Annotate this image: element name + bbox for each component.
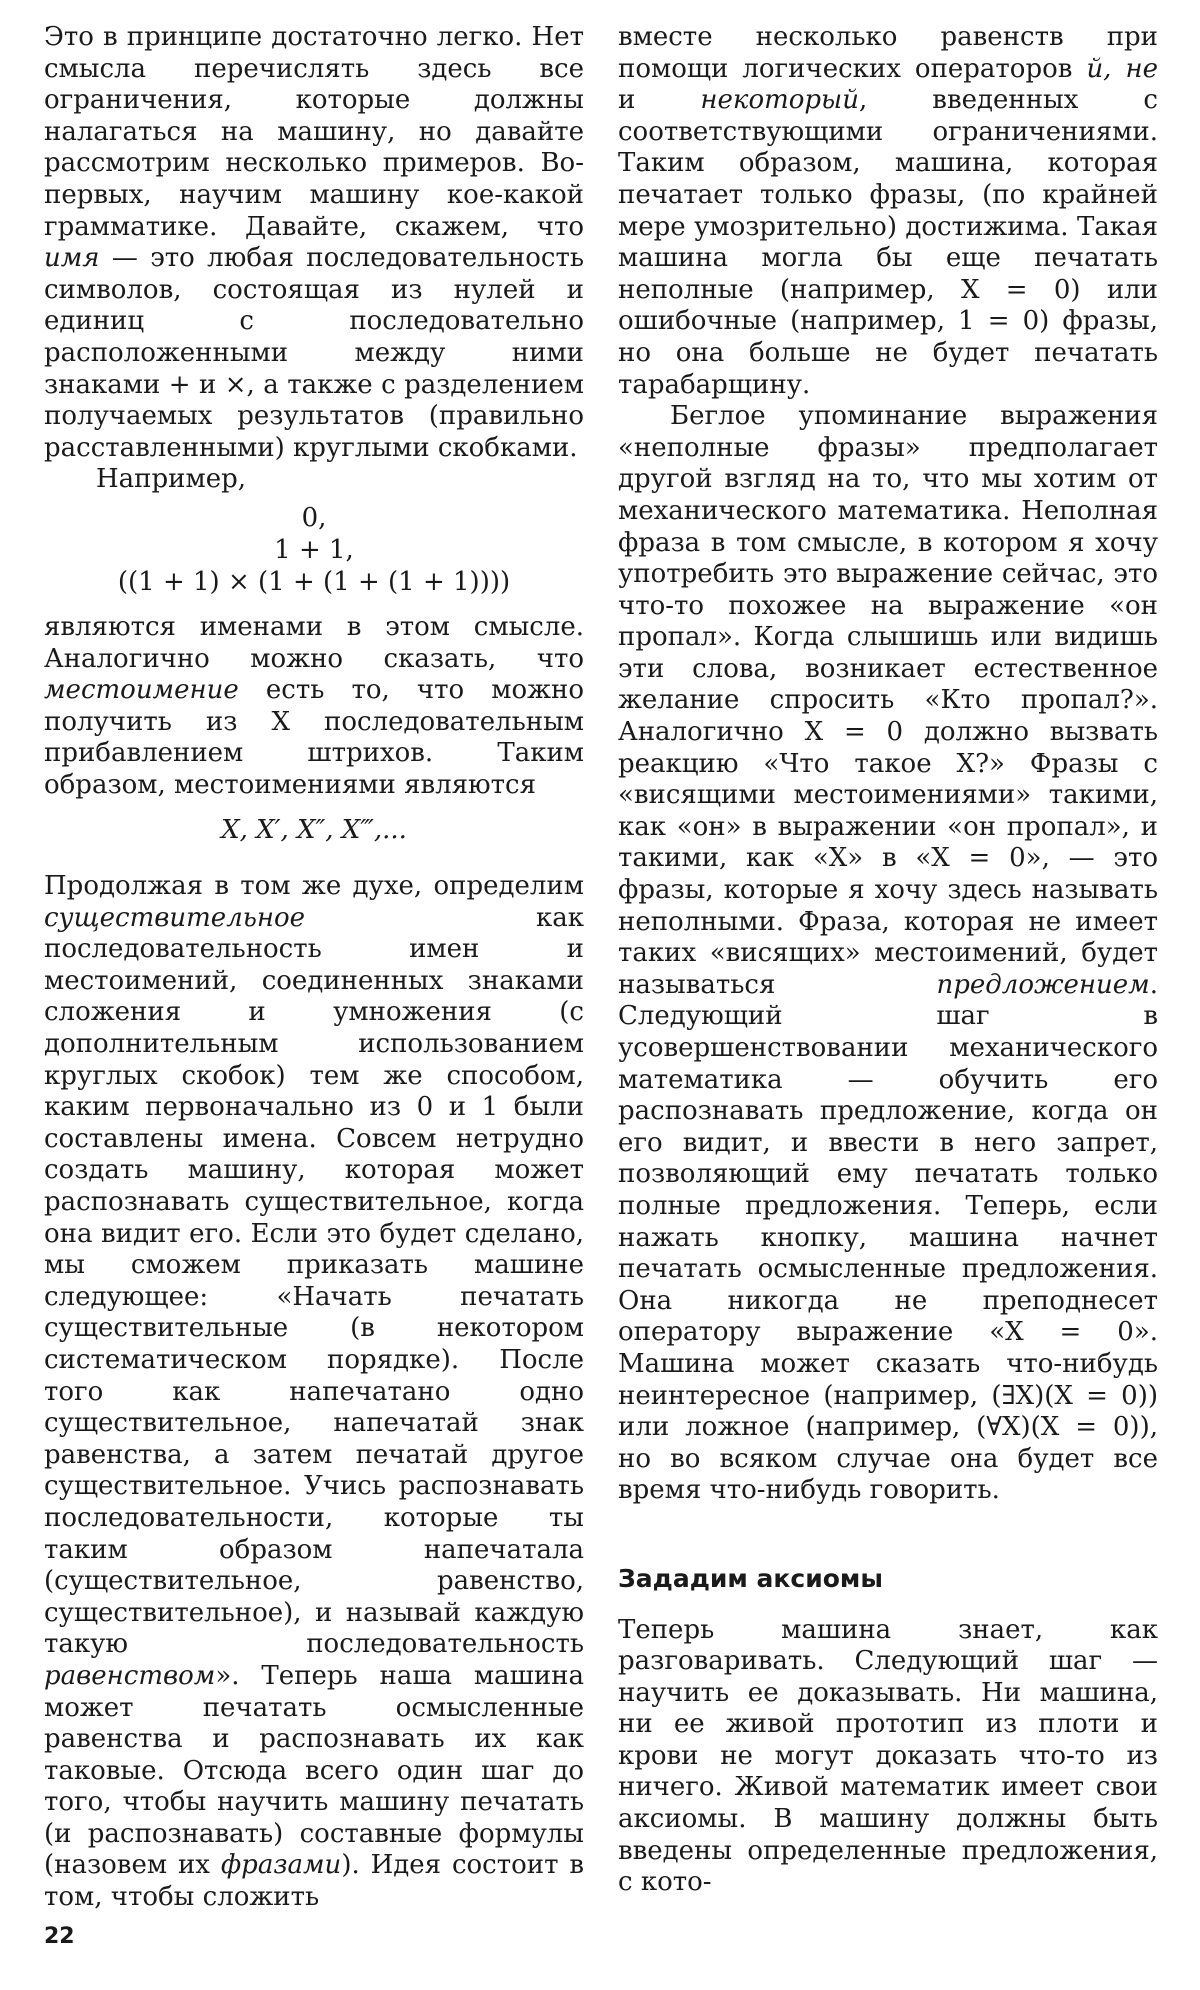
text-run: . Следующий шаг в усовершенствовании механического математика — обучить его распознавать предложение, когда он его видит, и ввести в него запрет, позволяющий ему печатать только полные предложения. Теперь, если нажать кнопку, машина начнет печатать осмысленные предложения. Она никогда не преподнесет оператору выражение «X = 0». Машина может сказать что-нибудь неинтересное (например, (∃X)(X = 0)) или ложное (например, (∀X)(X = 0)), но во всяком случае она будет все время что-нибудь говорить. xyxy=(618,969,1158,1506)
term-name: имя xyxy=(44,243,100,274)
names-formula xyxy=(44,502,584,598)
text-run: и xyxy=(618,85,636,116)
text-run: Продолжая в том же духе, определим xyxy=(44,871,584,902)
page-number: 22 xyxy=(44,1924,75,1949)
right-column xyxy=(618,22,1158,1899)
term-sentence: предложением xyxy=(936,969,1150,1000)
left-column xyxy=(44,22,584,1914)
paragraph-pronoun xyxy=(44,612,584,802)
formula-line: ((1 + 1) × (1 + (1 + (1 + 1)))) xyxy=(117,566,511,597)
term-pronoun: местоимение xyxy=(44,675,239,706)
text-run: ). Идея состоит в том, чтобы сложить xyxy=(44,1850,585,1913)
section-heading: Зададим аксиомы xyxy=(618,1563,883,1593)
text-run: вместе несколько равенств при помощи логических операторов xyxy=(618,22,1158,84)
term-phrases: фразами xyxy=(220,1850,342,1881)
text-run: , введенных с соответствующими ограничениями. Таким образом, машина, которая печатает только фразы, (по крайней мере умозрительно) достижима. Такая машина могла бы еще печатать неполные (например, X = 0) или ошибочные (например, 1 = 0) фразы, но она больше не будет печатать тарабарщину. xyxy=(618,85,1158,400)
paragraph-grammar xyxy=(44,22,584,464)
text-run: являются именами в этом смысле. Аналогично можно сказать, что xyxy=(44,611,584,674)
example-intro: Например, xyxy=(96,464,246,495)
formula-line: 1 + 1, xyxy=(274,534,354,565)
operator-and: й, xyxy=(1086,53,1112,84)
operator-some: некоторый xyxy=(700,85,859,116)
formula-line: 0, xyxy=(301,502,327,533)
paragraph-operators xyxy=(618,22,1158,401)
text-run: ». Теперь наша машина может печатать осмысленные равенства и распознавать их как таковые. Отсюда всего один шаг до того, чтобы научить машину печатать (и распознавать) составные формулы (назовем их xyxy=(44,1660,584,1881)
text-run: Беглое упоминание выражения «неполные фразы» предполагает другой взгляд на то, что мы хотим от механического математика. Неполная фраза в том смысле, в котором я хочу употребить это выражение сейчас, это что-то похожее на выражение «он пропал». Когда слышишь или видишь эти слова, возникает естественное желание спросить «Кто пропал?». Аналогично X = 0 должно вызвать реакцию «Что такое X?» Фразы с «висящими местоимениями» такими, как «он» в выражении «он пропал», и такими, как «X» в «X = 0», — это фразы, которые я хочу здесь называть неполными. Фраза, которая не имеет таких «висящих» местоимений, будет называться xyxy=(618,401,1158,1000)
text-run: есть то, что можно получить из X последовательным прибавлением штрихов. Таким образом, местоимениями являются xyxy=(44,675,584,800)
text-run: Это в принципе достаточно легко. Нет смысла перечислять здесь все ограничения, которые должны налагаться на машину, но давайте рассмотрим несколько примеров. Во-первых, научим машину кое-какой грамматике. Давайте, скажем, что xyxy=(44,22,584,242)
paragraph-incomplete-phrases xyxy=(618,401,1158,1507)
text-run: как последовательность имен и местоимений, соединенных знаками сложения и умножения (с дополнительным использованием круглых скобок) тем же способом, каким первоначально из 0 и 1 были составлены имена. Совсем нетрудно создать машину, которая может распознавать существительное, когда она видит его. Если это будет сделано, мы сможем приказать машине следующее: «Начать печатать существительные (в некотором систематическом порядке). После того как напечатано одно существительное, напечатай знак равенства, а затем печатай другое существительное. Учись распознавать последовательности, которые ты таким образом напечатала (существительное, равенство, существительное), и называй каждую такую последовательность xyxy=(44,902,584,1660)
term-equality: равенством xyxy=(44,1660,216,1691)
term-noun: существительное xyxy=(44,902,306,933)
pronouns-formula: X, X′, X″, X‴,... xyxy=(221,815,407,846)
operator-not: не xyxy=(1125,53,1158,84)
paragraph-noun xyxy=(44,871,584,1914)
text-run: — это любая последовательность символов, состоящая из нулей и единиц с последовательно расположенными между ними знаками + и ×, а также с разделением получаемых результатов (правильно расставленными) круглыми скобками. xyxy=(44,243,585,463)
paragraph-axioms: Теперь машина знает, как разговаривать. Следующий шаг — научить ее доказывать. Ни машина, ни ее живой прототип из плоти и крови не могут доказать что-то из ничего. Живой математик имеет свои аксиомы. В машину должны быть введены определенные предложения, с кото- xyxy=(618,1614,1158,1898)
